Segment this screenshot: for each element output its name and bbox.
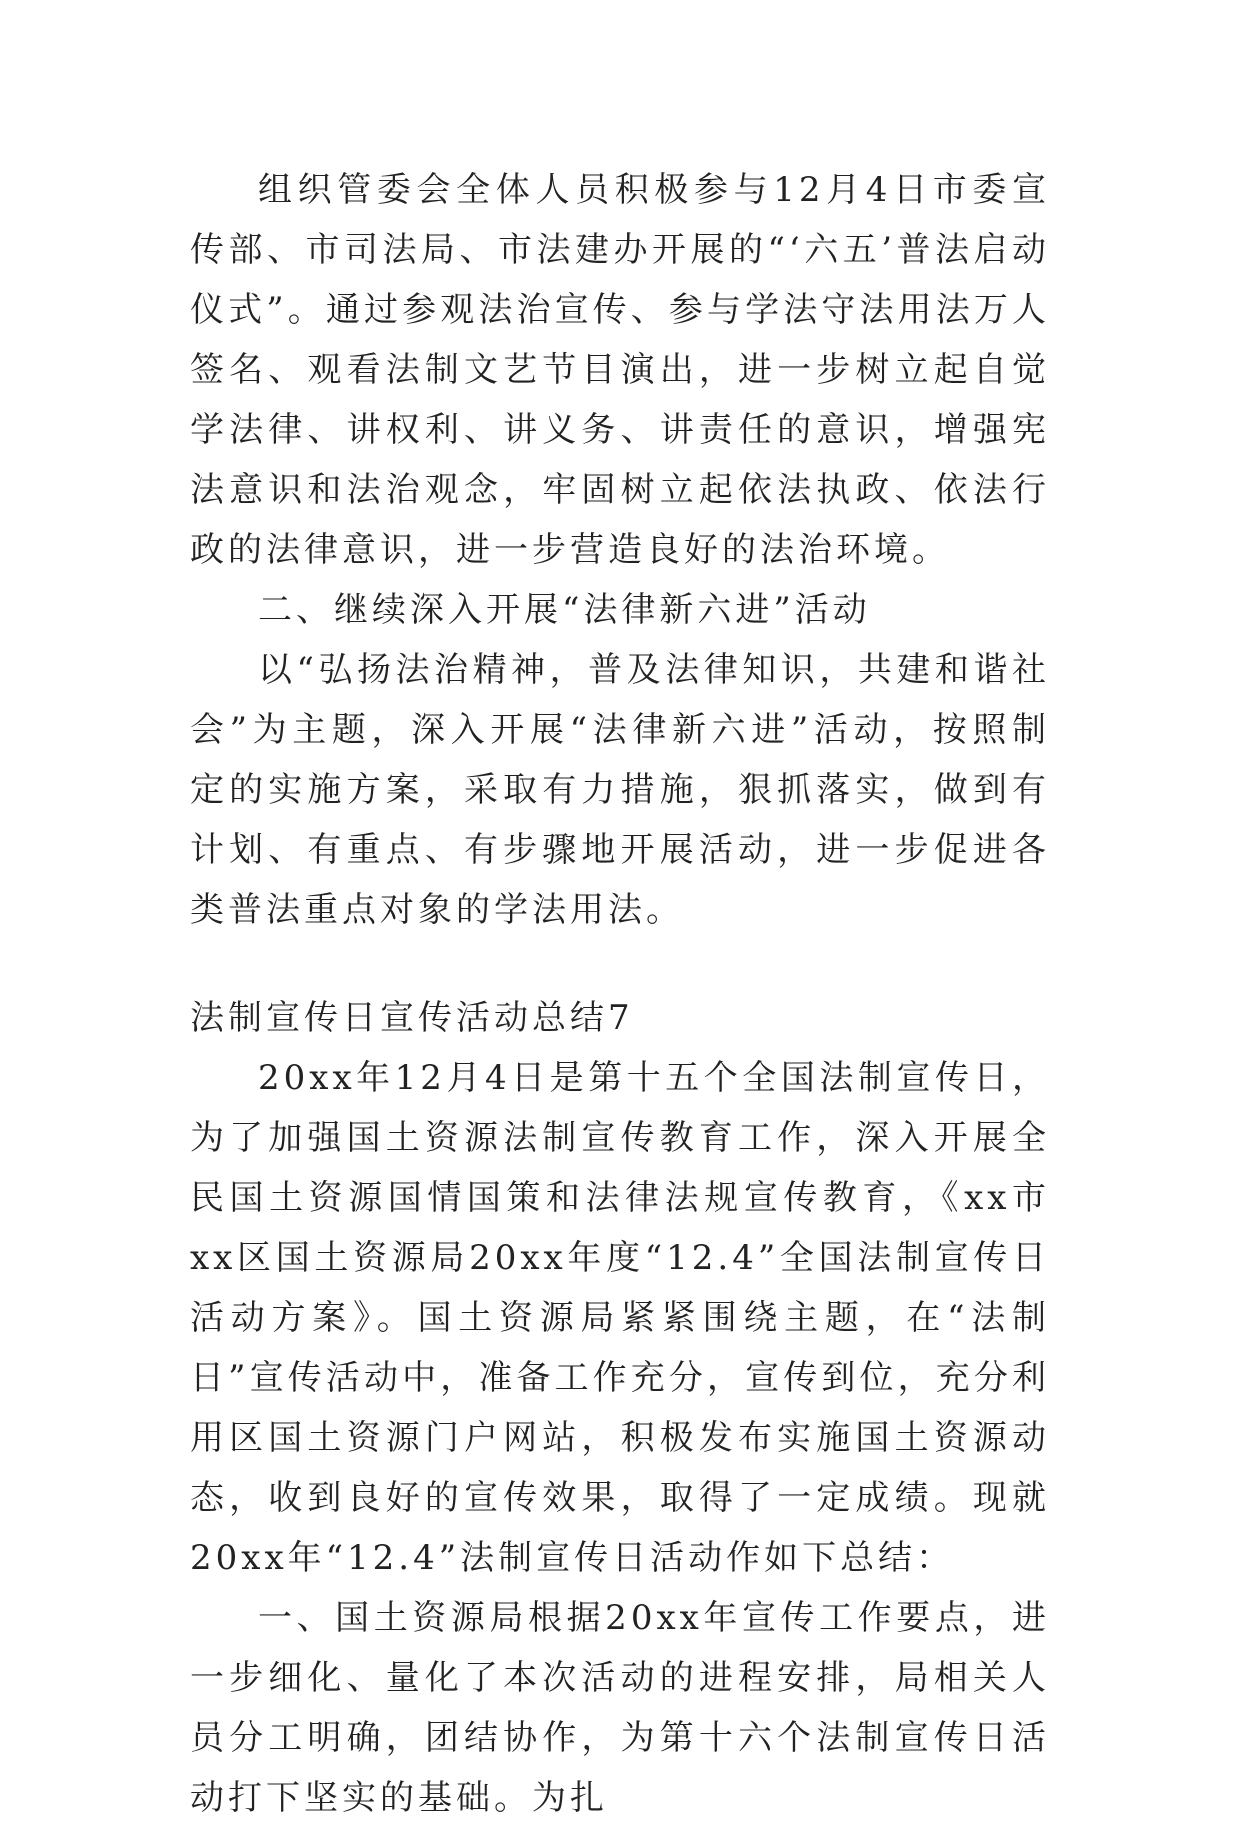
paragraph-ceremony: 组织管委会全体人员积极参与12月4日市委宣传部、市司法局、市法建办开展的“‘六五’普法启动仪式”。通过参观法治宣传、参与学法守法用法万人签名、观看法制文艺节目演出，进一步树立起自觉学法律、讲权利、讲义务、讲责任的意识，增强宪法意识和法治观念，牢固树立起依法执政、依法行政的法律意识，进一步营造良好的法治环境。 bbox=[190, 170, 1050, 570]
section-title: 法制宣传日宣传活动总结7 bbox=[190, 998, 634, 1038]
subheading-six-entries: 二、继续深入开展“法律新六进”活动 bbox=[258, 590, 871, 630]
paragraph-summary-intro: 20xx年12月4日是第十五个全国法制宣传日，为了加强国土资源法制宣传教育工作，深入开展全民国土资源国情国策和法律法规宣传教育，《xx市xx区国土资源局20xx年度“12.4”全国法制宣传日活动方案》。国土资源局紧紧围绕主题，在“法制日”宣传活动中，准备工作充分，宣传到位，充分利用区国土资源门户网站，积极发布实施国土资源动态，收到良好的宣传效果，取得了一定成绩。现就20xx年“12.4”法制宣传日活动作如下总结： bbox=[190, 1058, 1050, 1578]
document-body bbox=[190, 160, 1050, 1828]
paragraph-theme: 以“弘扬法治精神，普及法律知识，共建和谐社会”为主题，深入开展“法律新六进”活动，按照制定的实施方案，采取有力措施，狠抓落实，做到有计划、有重点、有步骤地开展活动，进一步促进各类普法重点对象的学法用法。 bbox=[190, 650, 1050, 930]
paragraph-point-one: 一、国土资源局根据20xx年宣传工作要点，进一步细化、量化了本次活动的进程安排，局相关人员分工明确，团结协作，为第十六个法制宣传日活动打下坚实的基础。为扎 bbox=[190, 1598, 1050, 1818]
